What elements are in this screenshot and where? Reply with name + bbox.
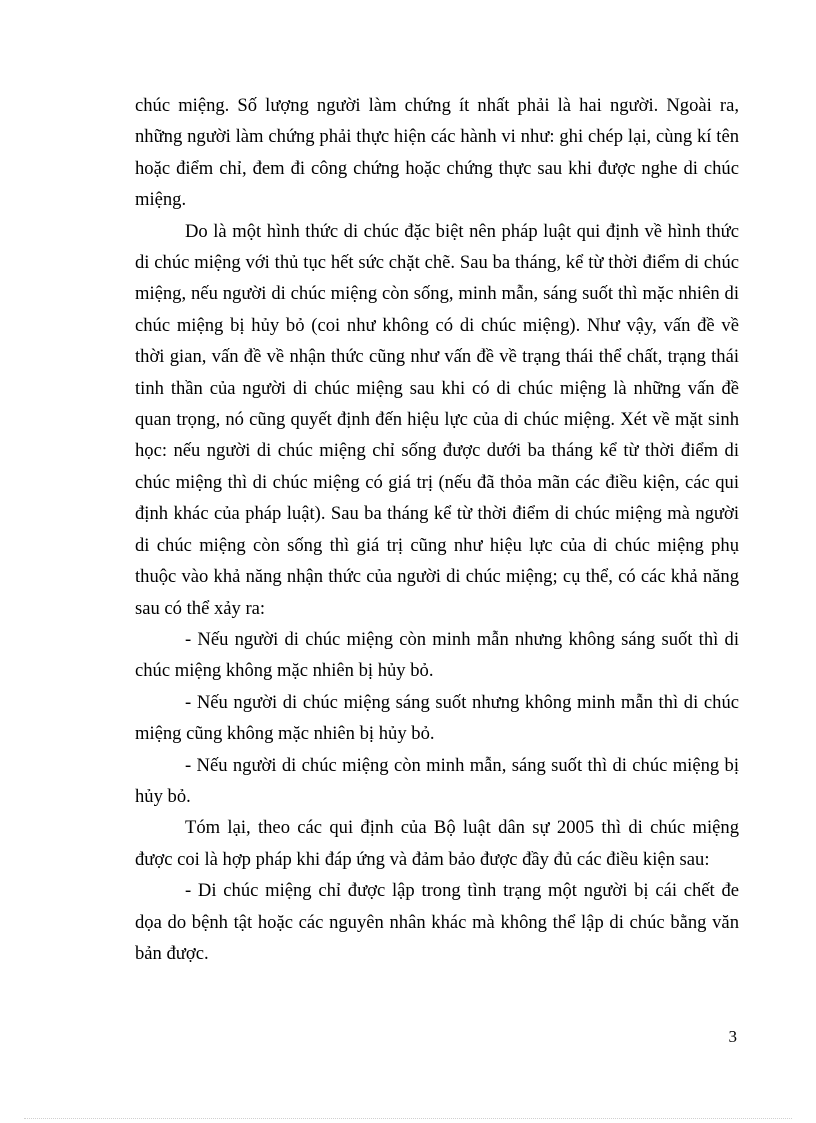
document-body bbox=[135, 90, 739, 969]
paragraph-2: Do là một hình thức di chúc đặc biệt nên pháp luật qui định về hình thức di chúc miệng với thủ tục hết sức chặt chẽ. Sau ba tháng, kể từ thời điểm di chúc miệng, nếu người di chúc miệng còn sống, minh mẫn, sáng suốt thì mặc nhiên di chúc miệng bị hủy bỏ (coi như không có di chúc miệng). Như vậy, vấn đề về thời gian, vấn đề về nhận thức cũng như vấn đề về trạng thái thể chất, trạng thái tinh thần của người di chúc miệng sau khi có di chúc miệng là những vấn đề quan trọng, nó cũng quyết định đến hiệu lực của di chúc miệng. Xét về mặt sinh học: nếu người di chúc miệng chỉ sống được dưới ba tháng kể từ thời điểm di chúc miệng thì di chúc miệng có giá trị (nếu đã thỏa mãn các điều kiện, các qui định khác của pháp luật). Sau ba tháng kể từ thời điểm di chúc miệng mà người di chúc miệng còn sống thì giá trị cũng như hiệu lực của di chúc miệng phụ thuộc vào khả năng nhận thức của người di chúc miệng; cụ thể, có các khả năng sau có thể xảy ra: bbox=[135, 220, 739, 619]
page-bottom-divider bbox=[24, 1118, 792, 1119]
paragraph-3: - Nếu người di chúc miệng còn minh mẫn nhưng không sáng suốt thì di chúc miệng không mặc nhiên bị hủy bỏ. bbox=[135, 628, 739, 682]
page-number: 3 bbox=[728, 1027, 737, 1046]
paragraph-1: chúc miệng. Số lượng người làm chứng ít nhất phải là hai người. Ngoài ra, những người làm chứng phải thực hiện các hành vi như: ghi chép lại, cùng kí tên hoặc điểm chỉ, đem đi công chứng hoặc chứng thực sau khi được nghe di chúc miệng. bbox=[135, 95, 739, 211]
paragraph-4: - Nếu người di chúc miệng sáng suốt nhưng không minh mẫn thì di chúc miệng cũng không mặc nhiên bị hủy bỏ. bbox=[135, 691, 739, 745]
paragraph-6: Tóm lại, theo các qui định của Bộ luật dân sự 2005 thì di chúc miệng được coi là hợp pháp khi đáp ứng và đảm bảo được đầy đủ các điều kiện sau: bbox=[135, 817, 739, 870]
paragraph-7: - Di chúc miệng chỉ được lập trong tình trạng một người bị cái chết đe dọa do bệnh tật hoặc các nguyên nhân khác mà không thể lập di chúc bằng văn bản được. bbox=[135, 880, 739, 964]
paragraph-5: - Nếu người di chúc miệng còn minh mẫn, sáng suốt thì di chúc miệng bị hủy bỏ. bbox=[135, 754, 739, 807]
